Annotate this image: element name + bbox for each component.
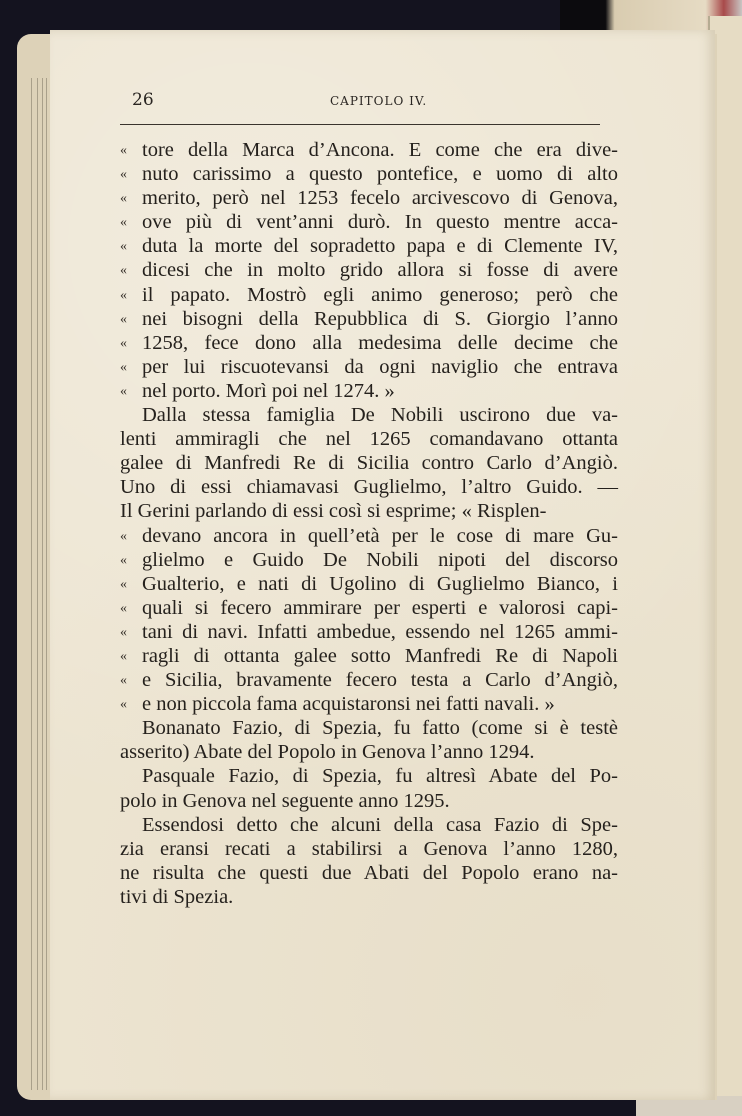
text-line: « duta la morte del sopradetto papa e di Clemente IV,	[120, 234, 618, 258]
quote-mark: «	[120, 287, 127, 303]
paragraph	[120, 716, 618, 764]
text-line: lenti ammiragli che nel 1265 comandavano ottanta	[120, 428, 618, 451]
text-line: galee di Manfredi Re di Sicilia contro Carlo d’Angiò.	[120, 452, 618, 475]
text-line: Bonanato Fazio, di Spezia, fu fatto (come si è testè	[142, 717, 618, 740]
page-header	[120, 90, 610, 110]
running-head: CAPITOLO IV.	[330, 94, 428, 108]
text-line: « 1258, fece dono alla medesima delle decime che	[120, 331, 618, 355]
quote-mark: «	[120, 167, 127, 183]
text-line: « quali si fecero ammirare per esperti e valorosi capi-	[120, 596, 618, 620]
quote-mark: «	[120, 239, 127, 255]
text-line: Dalla stessa famiglia De Nobili uscirono due va-	[142, 404, 618, 427]
text-line: « Gualterio, e nati di Ugolino di Guglielmo Bianco, i	[120, 572, 618, 596]
quoted-paragraph	[120, 138, 618, 403]
quote-mark: «	[120, 624, 127, 640]
body-text	[120, 138, 618, 909]
page-edge-line	[31, 78, 32, 1090]
quote-mark: «	[120, 311, 127, 327]
text-line: « devano ancora in quell’età per le cose di mare Gu-	[120, 524, 618, 548]
quote-mark: «	[120, 383, 127, 399]
text-line: « e non piccola fama acquistaronsi nei fatti navali. »	[120, 692, 618, 716]
text-line: « merito, però nel 1253 fecelo arcivescovo di Genova,	[120, 186, 618, 210]
quote-mark: «	[120, 576, 127, 592]
text-line: « tani di navi. Infatti ambedue, essendo nel 1265 ammi-	[120, 620, 618, 644]
text-line: ne risulta che questi due Abati del Popolo erano na-	[120, 861, 618, 884]
quote-mark: «	[120, 263, 127, 279]
quote-mark: «	[120, 335, 127, 351]
text-line: tivi di Spezia.	[120, 885, 234, 908]
paragraph	[120, 813, 618, 909]
text-line: « ragli di ottanta galee sotto Manfredi Re di Napoli	[120, 644, 618, 668]
text-line: Il Gerini parlando di essi così si esprime; « Risplen-	[120, 500, 547, 523]
quote-mark: «	[120, 697, 127, 713]
text-line: « il papato. Mostrò egli animo generoso; però che	[120, 283, 618, 307]
quote-mark: «	[120, 143, 127, 158]
page-edge-line	[37, 78, 38, 1090]
header-rule	[120, 124, 600, 125]
text-line: « tore della Marca d’Ancona. E come che era dive-	[120, 138, 618, 162]
quote-mark: «	[120, 528, 127, 544]
text-line: zia eransi recati a stabilirsi a Genova l’anno 1280,	[120, 837, 618, 860]
text-line: polo in Genova nel seguente anno 1295.	[120, 789, 450, 812]
quoted-paragraph	[120, 524, 618, 717]
text-line: asserito) Abate del Popolo in Genova l’anno 1294.	[120, 741, 535, 764]
text-line: « nei bisogni della Repubblica di S. Giorgio l’anno	[120, 307, 618, 331]
quote-mark: «	[120, 359, 127, 375]
text-line: Uno di essi chiamavasi Guglielmo, l’altro Guido. —	[120, 476, 618, 499]
page-edge-line	[42, 78, 43, 1090]
text-line: « nuto carissimo a questo pontefice, e uomo di alto	[120, 162, 618, 186]
quote-mark: «	[120, 648, 127, 664]
text-line: « per lui riscuotevansi da ogni naviglio che entrava	[120, 355, 618, 379]
text-line: « dicesi che in molto grido allora si fosse di avere	[120, 258, 618, 282]
text-line: « e Sicilia, bravamente fecero testa a Carlo d’Angiò,	[120, 668, 618, 692]
paragraph	[120, 764, 618, 812]
text-line: « glielmo e Guido De Nobili nipoti del discorso	[120, 548, 618, 572]
quote-mark: «	[120, 215, 127, 231]
quote-mark: «	[120, 673, 127, 689]
text-line: « nel porto. Morì poi nel 1274. »	[120, 379, 618, 403]
text-line: « ove più di vent’anni durò. In questo mentre acca-	[120, 210, 618, 234]
quote-mark: «	[120, 600, 127, 616]
page-number: 26	[132, 90, 154, 110]
paragraph	[120, 403, 618, 523]
text-line: Essendosi detto che alcuni della casa Fazio di Spe-	[142, 813, 618, 836]
quote-mark: «	[120, 191, 127, 207]
text-line: Pasquale Fazio, di Spezia, fu altresì Abate del Po-	[142, 765, 618, 788]
page-edge-line	[46, 78, 47, 1090]
quote-mark: «	[120, 552, 127, 568]
